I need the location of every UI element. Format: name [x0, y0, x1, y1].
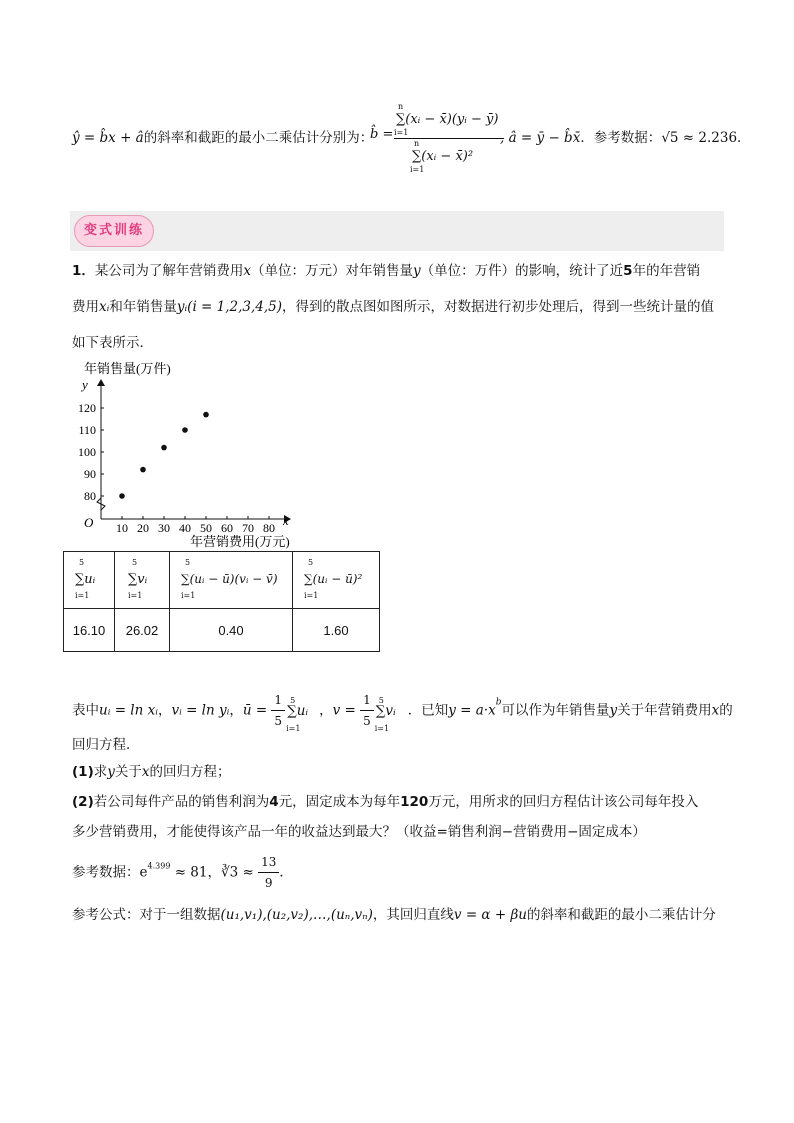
v-definition: vᵢ = ln yᵢ — [171, 702, 230, 719]
text: 参考数据： — [72, 864, 140, 881]
text: ，其回归直线 — [372, 907, 454, 923]
question-1 — [72, 762, 231, 782]
e-base: e — [139, 864, 148, 881]
a-hat-formula — [500, 128, 751, 148]
sum-bottom: i=1 — [75, 591, 90, 600]
value-sum-u: 16.10 — [64, 609, 115, 652]
y-tick-label: 110 — [78, 423, 96, 437]
number: 5 — [623, 263, 633, 279]
table-row — [64, 609, 380, 652]
text: ，得到的散点图如图所示，对数据进行初步处理后，得到一些统计量的值 — [282, 299, 715, 315]
sum-top: n — [414, 139, 420, 148]
header-sum-u-sq — [293, 552, 380, 609]
scatter-point — [182, 427, 188, 433]
sum-top: 5 — [79, 558, 85, 567]
cube-root-3: ∛3 ≈ — [220, 864, 259, 881]
scatter-point — [203, 412, 209, 418]
sum-top: 5 — [185, 558, 191, 567]
value-sum-uv: 0.40 — [170, 609, 293, 652]
text: 参考公式：对于一组数据 — [72, 907, 221, 923]
y-tick-label: 120 — [78, 401, 96, 415]
denominator: ∑(xᵢ − x̄)² — [412, 149, 474, 164]
ref-label: ．参考数据： — [580, 130, 662, 146]
text: 的斜率和截距的最小二乘估计分 — [526, 907, 716, 923]
var-x: x — [141, 764, 150, 780]
power-model: y = a·x — [448, 702, 496, 719]
sum-v-expr — [374, 693, 408, 733]
y-tick-label: 80 — [84, 489, 96, 503]
v-bar-definition: v = — [332, 702, 361, 719]
var-xi: xᵢ — [99, 299, 110, 315]
den: 5 — [363, 714, 371, 728]
one-fifth — [360, 690, 374, 731]
scatter-point — [119, 493, 125, 499]
reference-data — [72, 852, 293, 888]
text: （单位：万件）的影响，统计了近 — [420, 263, 624, 279]
var-x: x — [711, 702, 720, 719]
problem-line-3: 如下表所示． — [72, 335, 153, 351]
header-sum-u — [64, 552, 115, 609]
sum-v: ∑vᵢ — [375, 702, 396, 719]
sum-u: ∑uᵢ — [287, 702, 309, 719]
model-exponent: b — [495, 697, 502, 708]
number: 120 — [400, 794, 429, 810]
text: 元，固定成本为每年 — [278, 794, 401, 810]
numerator: ∑(xᵢ − x̄)(yᵢ − ȳ) — [396, 112, 499, 127]
fraction-13-9 — [258, 852, 279, 893]
approx-81: ≈ 81 — [170, 864, 208, 881]
y-axis-title: 年销售量(万件) — [84, 361, 171, 376]
den: 5 — [274, 714, 283, 728]
sqrt5-ref: √5 ≈ 2.236 — [661, 130, 738, 146]
sum-u-expr — [285, 693, 319, 733]
x-tick-label: 20 — [137, 521, 149, 535]
comma: ， — [207, 864, 221, 881]
statistics-table — [63, 551, 380, 652]
definitions-line-2: 回归方程． — [72, 737, 140, 753]
comma: ， — [319, 702, 333, 719]
scatter-chart — [60, 355, 320, 550]
text: 费用 — [72, 299, 99, 315]
text: 求 — [93, 764, 108, 780]
sum-bottom: i=1 — [286, 723, 301, 733]
header-text: ∑uᵢ — [75, 572, 96, 587]
data-points — [119, 412, 209, 499]
den: 9 — [264, 876, 273, 890]
one-fifth — [271, 690, 285, 731]
y-tick-label: 90 — [84, 467, 96, 481]
text: 的回归方程； — [149, 764, 231, 780]
text: ．已知 — [407, 702, 449, 719]
regression-model: ŷ = b̂x + â — [72, 130, 144, 146]
number: 4 — [269, 794, 279, 810]
definitions-line — [72, 690, 733, 733]
question-2-line-2: 多少营销费用，才能使得该产品一年的收益达到最大？（收益=销售利润−营销费用−固定成本） — [72, 824, 646, 840]
scatter-point — [140, 467, 146, 473]
period: ． — [737, 130, 751, 146]
problem-number: 1． — [72, 263, 95, 279]
x-tick-label: 80 — [263, 521, 275, 535]
comma: ， — [229, 702, 243, 719]
sum-bottom: i=1 — [128, 591, 143, 600]
header-text: ∑vᵢ — [128, 572, 148, 587]
var-yi: yᵢ(i = 1,2,3,4,5) — [176, 299, 283, 315]
x-tick-label: 60 — [221, 521, 233, 535]
value-sum-u-sq: 1.60 — [293, 609, 380, 652]
sum-bottom: i=1 — [181, 591, 196, 600]
var-x: x — [243, 263, 252, 279]
header-text: ∑(uᵢ − ū)(vᵢ − v̄) — [181, 572, 278, 586]
y-tick-label: 100 — [78, 445, 96, 459]
text: 若公司每件产品的销售利润为 — [93, 794, 270, 810]
header-sum-uv — [170, 552, 293, 609]
question-2-line-1 — [72, 792, 698, 812]
x-axis-letter: x — [283, 513, 289, 528]
text: 可以作为年销售量 — [501, 702, 610, 719]
sum-top: 5 — [308, 558, 314, 567]
text: 某公司为了解年营销费用 — [94, 263, 244, 279]
reference-formula — [72, 905, 716, 925]
u-bar-definition: ū = — [242, 702, 272, 719]
var-y: y — [413, 263, 421, 279]
section-banner — [70, 211, 724, 251]
header-text: ∑(uᵢ − ū)² — [304, 572, 363, 586]
y-ticks — [78, 401, 104, 503]
comma: ， — [157, 702, 172, 719]
text: 关于年营销费用 — [617, 702, 712, 719]
sum-top: 5 — [378, 695, 384, 705]
variant-training-badge: 变式训练 — [74, 215, 154, 247]
table-header-row — [64, 552, 380, 609]
sum-bottom: i=1 — [304, 591, 319, 600]
num: 1 — [271, 690, 285, 711]
scatter-point — [161, 445, 167, 451]
x-tick-label: 40 — [179, 521, 191, 535]
problem-line-2 — [72, 297, 714, 317]
x-tick-label: 70 — [242, 521, 254, 535]
regression-line: v = α + βu — [453, 907, 527, 923]
y-axis-letter: y — [82, 377, 88, 392]
sum-bottom: i=1 — [394, 128, 409, 137]
text: （单位：万元）对年销售量 — [251, 263, 414, 279]
e-exponent: 4.399 — [147, 861, 171, 871]
sum-top: 5 — [132, 558, 138, 567]
formula-line — [72, 128, 373, 148]
text: 的 — [719, 702, 733, 719]
axes — [97, 380, 290, 519]
var-y: y — [107, 764, 115, 780]
text: 和年销售量 — [109, 299, 177, 315]
b-hat-fraction — [394, 104, 504, 173]
x-tick-label: 30 — [158, 521, 170, 535]
sum-top: 5 — [290, 695, 296, 705]
origin-label: O — [84, 515, 94, 530]
u-definition: uᵢ = ln xᵢ — [99, 702, 158, 719]
var-y: y — [609, 702, 618, 719]
data-pairs: (u₁,v₁),(u₂,v₂),…,(uₙ,vₙ) — [220, 907, 373, 923]
sum-bottom: i=1 — [410, 165, 425, 174]
b-hat-label: b̂ = — [370, 127, 394, 142]
a-hat: , â = ȳ − b̂x̄ — [500, 130, 581, 146]
formula-text: 的斜率和截距的最小二乘估计分别为： — [143, 130, 374, 146]
num: 1 — [360, 690, 374, 711]
problem-line-1 — [72, 261, 700, 281]
text: 表中 — [72, 702, 99, 719]
question-label: (2) — [72, 794, 94, 810]
text: 年的年营销 — [632, 263, 701, 279]
sum-bottom: i=1 — [374, 723, 390, 733]
text: 关于 — [114, 764, 142, 780]
period: ． — [279, 864, 293, 881]
value-sum-v: 26.02 — [115, 609, 170, 652]
x-axis-title: 年营销费用(万元) — [190, 534, 290, 549]
text: 万元，用所求的回归方程估计该公司每年投入 — [428, 794, 699, 810]
x-tick-label: 50 — [200, 521, 212, 535]
header-sum-v — [115, 552, 170, 609]
x-tick-label: 10 — [116, 521, 128, 535]
question-label: (1) — [72, 764, 94, 780]
num: 13 — [258, 852, 279, 873]
sum-top: n — [398, 102, 404, 111]
